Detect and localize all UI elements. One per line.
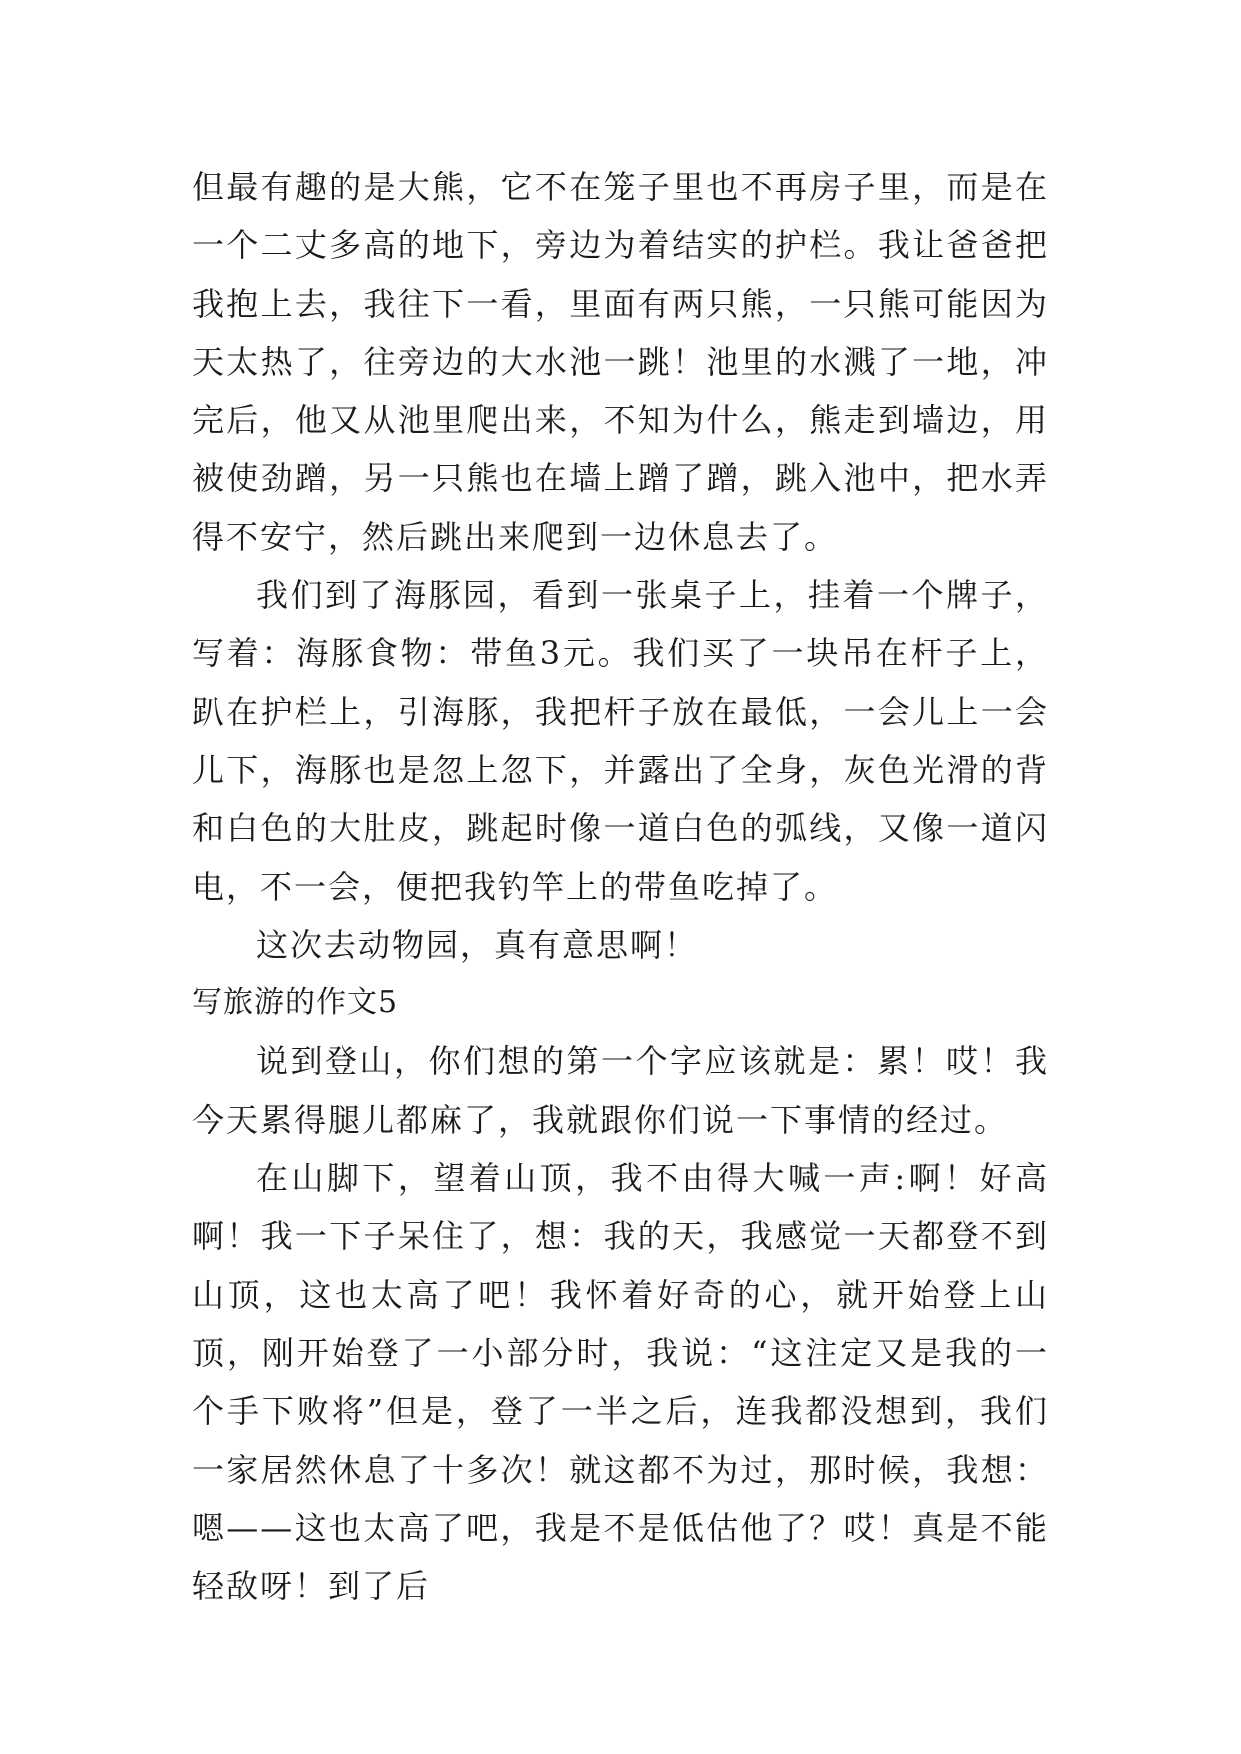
document-body: [192, 158, 1049, 1615]
paragraph-dolphin: 我们到了海豚园，看到一张桌子上，挂着一个牌子，写着：海豚食物：带鱼3元。我们买了一块吊在杆子上，趴在护栏上，引海豚，我把杆子放在最低，一会儿上一会儿下，海豚也是忽上忽下，并露出了全身，灰色光滑的背和白色的大肚皮，跳起时像一道白色的弧线，又像一道闪电，不一会，便把我钓竿上的带鱼吃掉了。: [192, 576, 1049, 906]
essay-heading: 写旅游的作文5: [192, 985, 399, 1021]
paragraph-climbing-story: 在山脚下，望着山顶，我不由得大喊一声:啊！好高啊！我一下子呆住了，想：我的天，我感觉一天都登不到山顶，这也太高了吧！我怀着好奇的心，就开始登上山顶，刚开始登了一小部分时，我说：“这注定又是我的一个手下败将”但是，登了一半之后，连我都没想到，我们一家居然休息了十多次！就这都不为过，那时候，我想：嗯——这也太高了吧，我是不是低估他了？哎！真是不能轻敌呀！到了后: [192, 1159, 1049, 1606]
paragraph-bear: 但最有趣的是大熊，它不在笼子里也不再房子里，而是在一个二丈多高的地下，旁边为着结实的护栏。我让爸爸把我抱上去，我往下一看，里面有两只熊，一只熊可能因为天太热了，往旁边的大水池一跳！池里的水溅了一地，冲完后，他又从池里爬出来，不知为什么，熊走到墙边，用被使劲蹭，另一只熊也在墙上蹭了蹭，跳入池中，把水弄得不安宁，然后跳出来爬到一边休息去了。: [192, 168, 1049, 556]
paragraph-climbing-intro: 说到登山，你们想的第一个字应该就是：累！哎！我今天累得腿儿都麻了，我就跟你们说一下事情的经过。: [192, 1042, 1049, 1139]
paragraph-zoo-conclusion: 这次去动物园，真有意思啊！: [256, 925, 699, 964]
